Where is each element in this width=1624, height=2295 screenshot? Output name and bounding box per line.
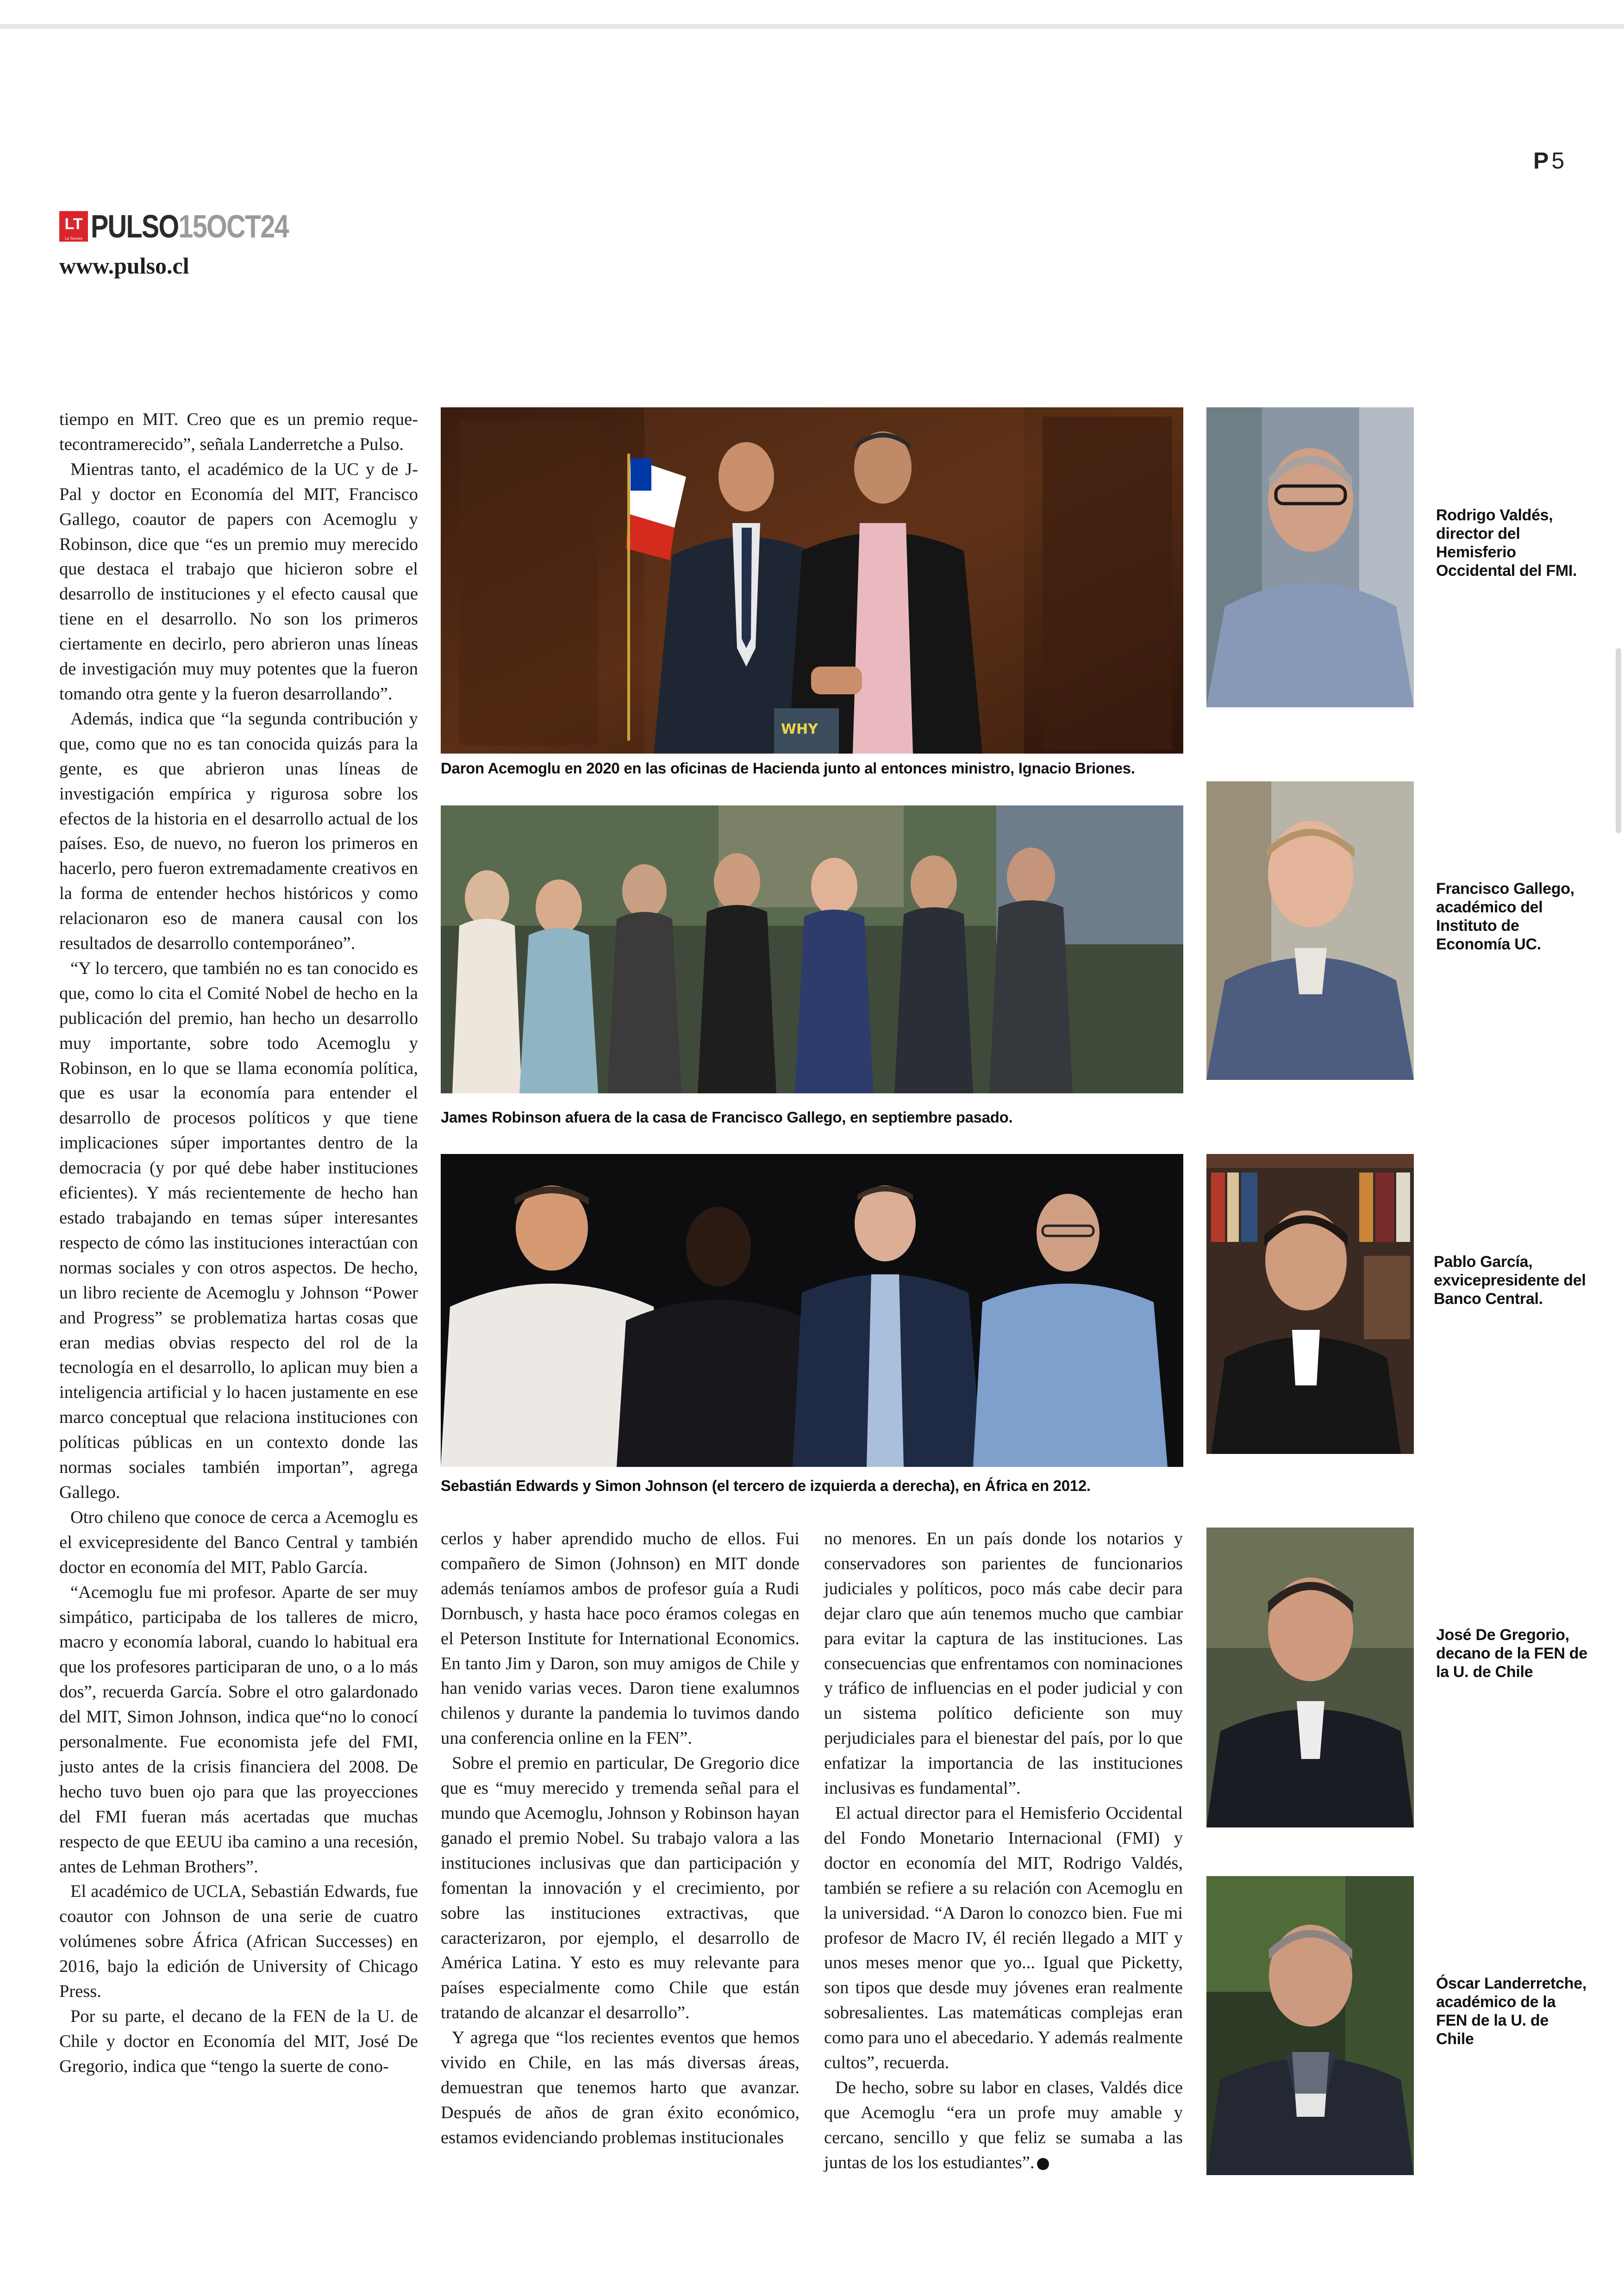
caption-photo-1: Daron Acemoglu en 2020 en las oficinas de Hacienda junto al entonces ministro, Ignacio Briones.	[441, 760, 1135, 777]
portrait-jose-de-gregorio	[1206, 1528, 1414, 1827]
photo-robinson-gallego-house-image	[441, 805, 1183, 1093]
portrait-pablo-garcia-image	[1206, 1154, 1414, 1454]
paragraph: Y agrega que “los recientes eventos que hemos vivido en Chile, en las más diversas áreas, demuestran que tenemos harto que avanzar. Después de años de gran éxito económico, estamos evidenciando problemas institucionales	[441, 2028, 800, 2147]
brand-name: PULSO15OCT24	[91, 208, 288, 244]
paragraph: De hecho, sobre su labor en clases, Valdés dice que Acemoglu “era un profe muy amable y cercano, sencillo y que feliz se sumaba a las juntas de los los estudiantes”. P	[824, 2077, 1183, 2172]
caption-photo-3: Sebastián Edwards y Simon Johnson (el tercero de izquierda a derecha), en África en 2012.	[441, 1477, 1091, 1494]
top-rule	[0, 24, 1624, 29]
paragraph: cerlos y haber aprendido mucho de ellos. Fui compañero de Simon (Johnson) en MIT donde además teníamos ambos de profesor guía a Rudi Dornbusch, y hasta hace poco éramos colegas en el Peterson Institute for International Economics. En tanto Jim y Daron, son muy amigos de Chile y han venido varias veces. Daron tiene exalumnos chilenos y durante la pandemia lo tuvimos dando una conferencia online en la FEN”.	[441, 1529, 800, 1748]
portrait-oscar-landerretche-image	[1206, 1876, 1414, 2175]
portrait-francisco-gallego-image	[1206, 781, 1414, 1080]
book-title-text: WHY	[781, 721, 818, 737]
photo-edwards-johnson-africa	[441, 1154, 1183, 1467]
paragraph: El académico de UCLA, Sebastián Edwards, fue coautor con Johnson de una serie de cuatro volúmenes sobre África (African Successes) en 2016, bajo la edición de University of Chicago Press.	[59, 1882, 418, 2002]
photo-acemoglu-briones	[441, 407, 1183, 754]
portrait-caption-landerretche: Óscar Landerretche, académico de la FEN de la U. de Chile	[1436, 1975, 1587, 2048]
paragraph: Sobre el premio en particular, De Gregorio dice que es “muy merecido y tremenda señal para el mundo que Acemoglu, Johnson y Robinson hayan ganado el premio Nobel. Su trabajo valora a las instituciones inclusivas que dan participación y fomentan la innovación y el crecimiento, por sobre las instituciones extractivas, que caracterizaron, por ejemplo, el desarrollo de América Latina. Y esto es muy relevante para países especialmente como Chile que están tratando de alcanzar el desarrollo”.	[441, 1753, 800, 2023]
portrait-jose-de-gregorio-image	[1206, 1528, 1414, 1827]
portrait-francisco-gallego	[1206, 781, 1414, 1080]
portrait-caption-de-gregorio: José De Gregorio, decano de la FEN de la U. de Chile	[1436, 1626, 1587, 1681]
photo-acemoglu-briones-image	[441, 407, 1183, 754]
portrait-pablo-garcia	[1206, 1154, 1414, 1454]
article-column-1	[59, 407, 418, 2079]
paragraph: Mientras tanto, el académico de la UC y de J-Pal y doctor en Economía del MIT, Francisco Gallego, coautor de papers con Acemoglu y Robinson, dice que “es un premio muy merecido que destaca el trabajo que hicieron sobre el desarrollo de instituciones y el efecto causal que tiene en el desarrollo. No son los primeros ciertamente en decirlo, pero abrieron unas líneas de investigación muy muy potentes que la fueron tomando otra gente y la fueron desarrollando”.	[59, 459, 418, 704]
paragraph: Además, indica que “la segunda contribución y que, como que no es tan conocida quizás para la gente, es que abrieron unas líneas de investigación empírica y rigurosa sobre los efectos de la historia en el desarrollo actual de los países. Eso, de nuevo, no fueron los primeros en hacerlo, pero fueron extremadamente creativos en la forma de entender hechos históricos y como relacionaron eso de manera causal con los resultados de desarrollo contemporáneo”.	[59, 709, 418, 954]
paragraph: Por su parte, el decano de la FEN de la U. de Chile y doctor en Economía del MIT, José De Gregorio, indica que “tengo la suerte de cono-	[59, 2007, 418, 2076]
portrait-caption-gallego: Francisco Gallego, académico del Instituto de Economía UC.	[1436, 880, 1574, 953]
lt-logo-box: LT La Tercera	[59, 211, 88, 242]
article-column-3	[824, 1527, 1183, 2176]
paragraph: Otro chileno que conoce de cerca a Acemoglu es el exvicepresidente del Banco Central y también doctor en economía del MIT, Pablo García.	[59, 1507, 418, 1577]
paragraph: tiempo en MIT. Creo que es un premio reque-tecontramerecido”, señala Landerretche a Pulso.	[59, 410, 418, 454]
portrait-caption-valdes: Rodrigo Valdés, director del Hemisferio Occidental del FMI.	[1436, 506, 1577, 580]
page-number: P 5	[1533, 148, 1565, 174]
portrait-oscar-landerretche	[1206, 1876, 1414, 2175]
portrait-rodrigo-valdes-image	[1206, 407, 1414, 707]
paragraph: “Acemoglu fue mi profesor. Aparte de ser muy simpático, participaba de los talleres de micro, macro y economía laboral, cuando lo habitual era que los profesores participaran de uno, o a lo más dos”, recuerda García. Sobre el otro galardonado del MIT, Simon Johnson, indica que“no lo conocí personalmente. Fue economista jefe del FMI, justo antes de la crisis financiera del 2008. De hecho tuvo buen ojo para que las proyecciones del FMI fueran más acertadas que muchas respecto de que EEUU iba camino a una recesión, antes de Lehman Brothers”.	[59, 1582, 418, 1877]
site-url[interactable]: www.pulso.cl	[59, 253, 189, 279]
end-mark-icon: P	[1037, 2158, 1049, 2170]
photo-robinson-gallego-house	[441, 805, 1183, 1093]
portrait-rodrigo-valdes	[1206, 407, 1414, 707]
paragraph: El actual director para el Hemisferio Occidental del Fondo Monetario Internacional (FMI) y doctor en economía del MIT, Rodrigo Valdés, también se refiere a su relación con Acemoglu en la universidad. “A Daron lo conozco bien. Fue mi profesor de Macro IV, él recién llegado a MIT y unos meses menor que yo... Igual que Picketty, son tipos que desde muy jóvenes eran realmente sobresalientes. Las matemáticas complejas eran como para uno el abecedario. Y además realmente cultos”, recuerda.	[824, 1803, 1183, 2073]
article-column-2	[441, 1527, 800, 2151]
photo-edwards-johnson-africa-image	[441, 1154, 1183, 1467]
pulso-logo	[59, 209, 332, 243]
paragraph: no menores. En un país donde los notarios y conservadores son parientes de funcionarios judiciales y políticos, poco más cabe decir para dejar claro que aún tenemos mucho que cambiar para evitar la captura de las instituciones. Las consecuencias que enfrentamos con nominaciones y tráfico de influencias en el poder judicial y con un sistema político deficiente son muy perjudiciales para el bienestar del país, por lo que enfatizar la importancia de las instituciones inclusivas es fundamental”.	[824, 1529, 1183, 1798]
portrait-caption-garcia: Pablo García, exvicepresidente del Banco Central.	[1434, 1253, 1586, 1308]
scrollbar-thumb[interactable]	[1616, 648, 1621, 833]
caption-photo-2: James Robinson afuera de la casa de Francisco Gallego, en septiembre pasado.	[441, 1109, 1013, 1126]
paragraph: “Y lo tercero, que también no es tan conocido es que, como lo cita el Comité Nobel de hecho en la publicación del premio, han hecho un desarrollo muy importante, sobre todo Acemoglu y Robinson, en lo que se llama economía política, que es usar la economía para entender el desarrollo de procesos políticos y que tiene implicaciones súper importantes dentro de la democracia (y por qué debe haber instituciones eficientes). Y más recientemente de hecho han estado trabajando en temas súper interesantes respecto de cómo las instituciones interactúan con normas sociales y con otros aspectos. De hecho, un libro reciente de Acemoglu y Johnson “Power and Progress” se problematiza hartas cosas que eran medias obvias respecto del rol de la tecnología en el desarrollo, lo aplican muy bien a inteligencia artificial y lo hacen justamente en ese marco conceptual que relaciona instituciones con políticas públicas en un contexto donde las normas sociales también importan”, agrega Gallego.	[59, 958, 418, 1502]
